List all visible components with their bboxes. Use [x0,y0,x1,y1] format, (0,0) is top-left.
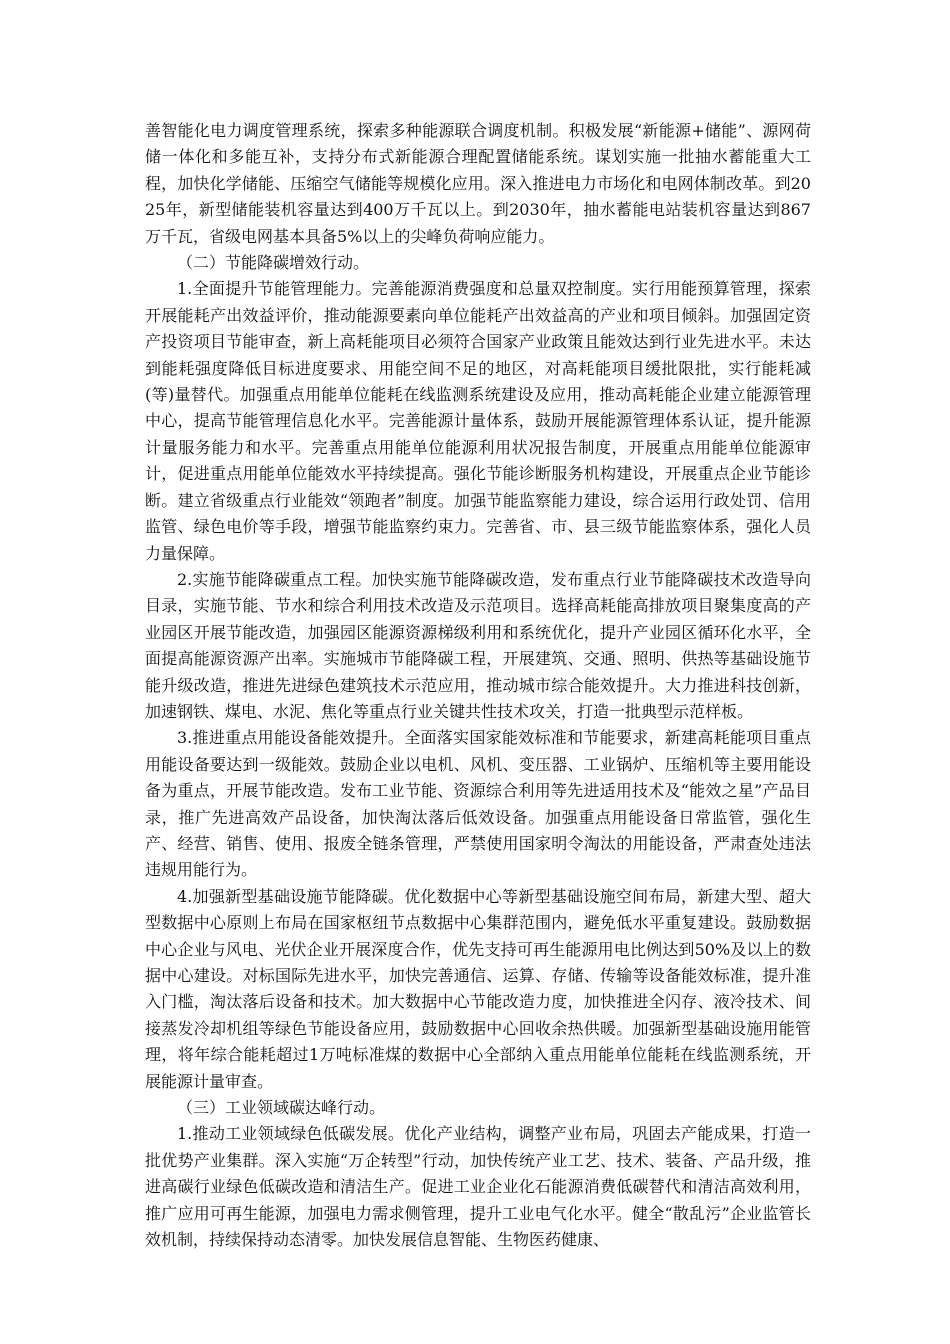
paragraph-energy-management: 1.全面提升节能管理能力。完善能源消费强度和总量双控制度。实行用能预算管理，探索开展能耗产出效益评价，推动能源要素向单位能耗产出效益高的产业和项目倾斜。加强固定资产投资项目节能审查，新上高耗能项目必须符合国家产业政策且能效达到行业先进水平。未达到能耗强度降低目标进度要求、用能空间不足的地区，对高耗能项目缓批限批，实行能耗减(等)量替代。加强重点用能单位能耗在线监测系统建设及应用，推动高耗能企业建立能源管理中心，提高节能管理信息化水平。完善能源计量体系，鼓励开展能源管理体系认证，提升能源计量服务能力和水平。完善重点用能单位能源利用状况报告制度，开展重点用能单位能源审计，促进重点用能单位能效水平持续提高。强化节能诊断服务机构建设，开展重点企业节能诊断。建立省级重点行业能效“领跑者”制度。加强节能监察能力建设，综合运用行政处罚、信用监管、绿色电价等手段，增强节能监察约束力。完善省、市、县三级节能监察体系，强化人员力量保障。 [145,279,811,563]
paragraph-new-infrastructure: 4.加强新型基础设施节能降碳。优化数据中心等新型基础设施空间布局，新建大型、超大型数据中心原则上布局在国家枢纽节点数据中心集群范围内，避免低水平重复建设。鼓励数据中心企业与风电、光伏企业开展深度合作，优先支持可再生能源用电比例达到50%及以上的数据中心建设。对标国际先进水平，加快完善通信、运算、存储、传输等设备能效标准，提升准入门槛，淘汰落后设备和技术。加大数据中心节能改造力度，加快推进全闪存、液冷技术、间接蒸发冷却机组等绿色节能设备应用，鼓励数据中心回收余热供暖。加强新型基础设施用能管理，将年综合能耗超过1万吨标准煤的数据中心全部纳入重点用能单位能耗在线监测系统，开展能源计量审查。 [145,886,811,1091]
paragraph-equipment-efficiency: 3.推进重点用能设备能效提升。全面落实国家能效标准和节能要求，新建高耗能项目重点用能设备要达到一级能效。鼓励企业以电机、风机、变压器、工业锅炉、压缩机等主要用能设备为重点，开展节能改造。发布工业节能、资源综合利用等先进适用技术及“能效之星”产品目录，推广先进高效产品设备，加快淘汰落后低效设备。加强重点用能设备日常监管，强化生产、经营、销售、使用、报废全链条管理，严禁使用国家明令淘汰的用能设备，严肃查处违法违规用能行为。 [145,728,811,880]
document-page [145,118,811,1253]
section-heading-energy-saving: （二）节能降碳增效行动。 [177,253,370,273]
paragraph-industry-green: 1.推动工业领域绿色低碳发展。优化产业结构，调整产业布局，巩固去产能成果，打造一批优势产业集群。深入实施“万企转型”行动，加快传统产业工艺、技术、装备、产品升级，推进高碳行业绿色低碳改造和清洁生产。促进工业企业化石能源消费低碳替代和清洁高效利用，推广应用可再生能源，加强电力需求侧管理，提升工业电气化水平。健全“散乱污”企业监管长效机制，持续保持动态清零。加快发展信息智能、生物医药健康、 [145,1124,811,1250]
paragraph-key-projects: 2.实施节能降碳重点工程。加快实施节能降碳改造，发布重点行业节能降碳技术改造导向目录，实施节能、节水和综合利用技术改造及示范项目。选择高耗能高排放项目聚集度高的产业园区开展节能改造，加强园区能源资源梯级利用和系统优化，提升产业园区循环化水平，全面提高能源资源产出率。实施城市节能降碳工程，开展建筑、交通、照明、供热等基础设施节能升级改造，推进先进绿色建筑技术示范应用，推动城市综合能效提升。大力推进科技创新，加速钢铁、煤电、水泥、焦化等重点行业关键共性技术攻关，打造一批典型示范样板。 [145,569,811,721]
section-heading-industry-peak: （三）工业领域碳达峰行动。 [177,1098,386,1118]
paragraph-continuation: 善智能化电力调度管理系统，探索多种能源联合调度机制。积极发展“新能源+储能”、源网荷储一体化和多能互补，支持分布式新能源合理配置储能系统。谋划实施一批抽水蓄能重大工程，加快化学储能、压缩空气储能等规模化应用。深入推进电力市场化和电网体制改革。到2025年，新型储能装机容量达到400万千瓦以上。到2030年，抽水蓄能电站装机容量达到867万千瓦，省级电网基本具备5%以上的尖峰负荷响应能力。 [145,121,811,246]
